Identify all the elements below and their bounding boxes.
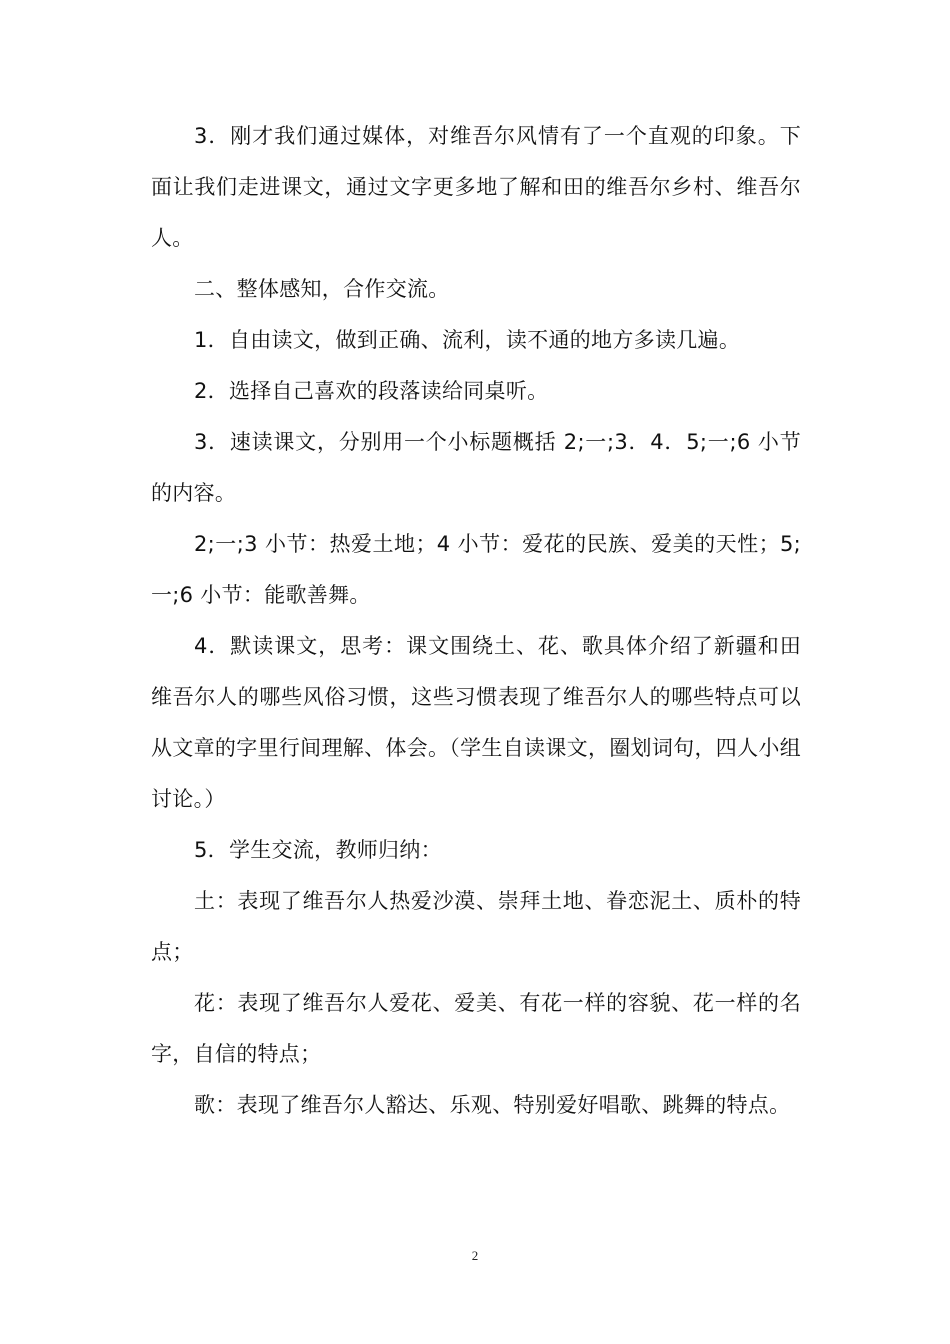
paragraph-step-2: 2．选择自己喜欢的段落读给同桌听。 [194, 379, 549, 403]
paragraph-step-3: 3．速读课文，分别用一个小标题概括 2;一;3．4．5;一;6 小节的内容。 [151, 430, 801, 505]
paragraph-song: 歌：表现了维吾尔人豁达、乐观、特别爱好唱歌、跳舞的特点。 [194, 1093, 791, 1117]
page-number: 2 [471, 1248, 479, 1263]
paragraph-step-1: 1．自由读文，做到正确、流利，读不通的地方多读几遍。 [194, 328, 741, 352]
paragraph-step-5: 5．学生交流，教师归纳： [194, 838, 442, 862]
paragraph-intro-media: 3．刚才我们通过媒体，对维吾尔风情有了一个直观的印象。下面让我们走进课文，通过文字更多地了解和田的维吾尔乡村、维吾尔人。 [151, 124, 801, 250]
section-heading-overall-perception: 二、整体感知，合作交流。 [194, 277, 450, 301]
document-body [151, 111, 801, 1131]
paragraph-step-4: 4．默读课文，思考：课文围绕土、花、歌具体介绍了新疆和田维吾尔人的哪些风俗习惯，这些习惯表现了维吾尔人的哪些特点可以从文章的字里行间理解、体会。（学生自读课文，圈划词句，四人小组讨论。） [151, 634, 801, 811]
paragraph-section-titles: 2;一;3 小节：热爱土地；4 小节：爱花的民族、爱美的天性；5;一;6 小节：能歌善舞。 [151, 532, 801, 607]
paragraph-soil: 土：表现了维吾尔人热爱沙漠、崇拜土地、眷恋泥土、质朴的特点； [151, 889, 801, 964]
paragraph-flower: 花：表现了维吾尔人爱花、爱美、有花一样的容貌、花一样的名字，自信的特点； [151, 991, 801, 1066]
